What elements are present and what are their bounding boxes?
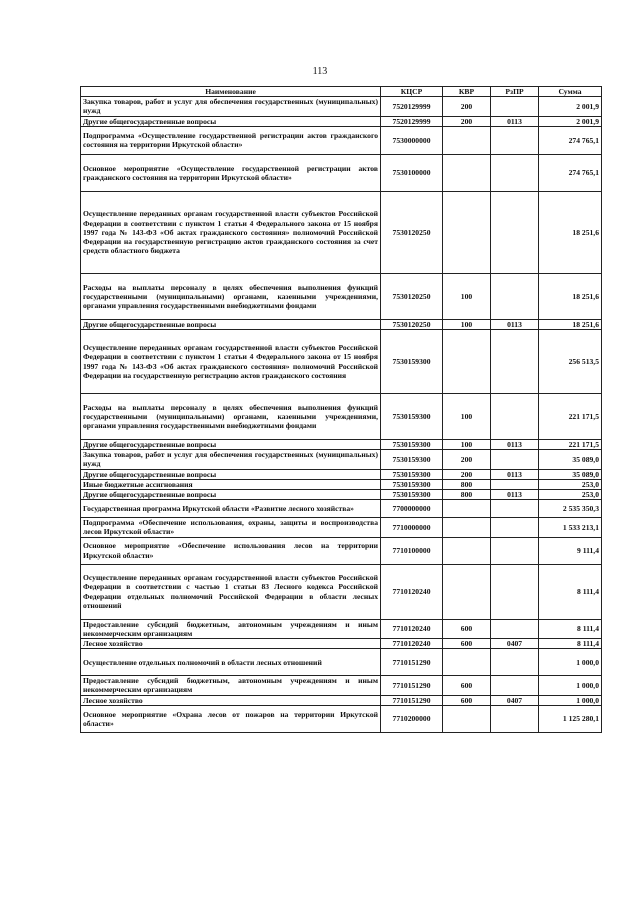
cell-sum: 18 251,6	[539, 191, 602, 273]
table-row	[81, 564, 602, 619]
cell-rzpr: 0113	[491, 116, 539, 126]
cell-name: Осуществление переданных органам государственной власти субъектов Российской Федерации в соответствии с частью 1 статьи 83 Лесного кодекса Российской Федерации отдельных полномочий Российской Федерации в области лесных отношений	[81, 564, 381, 619]
cell-kcsr: 7710100000	[381, 537, 443, 564]
cell-kcsr: 7520129999	[381, 97, 443, 116]
cell-rzpr	[491, 619, 539, 638]
cell-name: Другие общегосударственные вопросы	[81, 440, 381, 450]
cell-name: Другие общегосударственные вопросы	[81, 116, 381, 126]
cell-kvr: 600	[443, 619, 491, 638]
table-row	[81, 500, 602, 518]
cell-kvr	[443, 649, 491, 676]
cell-name: Закупка товаров, работ и услуг для обеспечения государственных (муниципальных) нужд	[81, 97, 381, 116]
cell-kcsr: 7710000000	[381, 518, 443, 537]
cell-kcsr: 7530000000	[381, 126, 443, 154]
cell-sum: 35 089,0	[539, 450, 602, 469]
cell-sum: 8 111,4	[539, 639, 602, 649]
cell-rzpr	[491, 330, 539, 394]
cell-kcsr: 7530100000	[381, 154, 443, 191]
cell-name: Предоставление субсидий бюджетным, автономным учреждениям и иным некоммерческим организациям	[81, 676, 381, 695]
cell-name: Другие общегосударственные вопросы	[81, 490, 381, 500]
cell-kvr	[443, 126, 491, 154]
cell-name: Иные бюджетные ассигнования	[81, 479, 381, 489]
table-row	[81, 619, 602, 638]
cell-kvr: 800	[443, 479, 491, 489]
table-row	[81, 116, 602, 126]
cell-rzpr: 0113	[491, 440, 539, 450]
table-row	[81, 649, 602, 676]
table-body	[81, 97, 602, 733]
cell-kcsr: 7530159300	[381, 479, 443, 489]
cell-sum: 274 765,1	[539, 154, 602, 191]
cell-rzpr: 0113	[491, 469, 539, 479]
table-row	[81, 490, 602, 500]
table-row	[81, 330, 602, 394]
cell-rzpr: 0113	[491, 490, 539, 500]
cell-sum: 1 000,0	[539, 676, 602, 695]
cell-sum: 9 111,4	[539, 537, 602, 564]
table-row	[81, 705, 602, 732]
header-kvr: КВР	[443, 87, 491, 97]
cell-rzpr	[491, 394, 539, 440]
cell-kcsr: 7710151290	[381, 676, 443, 695]
cell-kvr	[443, 154, 491, 191]
cell-kcsr: 7700000000	[381, 500, 443, 518]
cell-kvr: 600	[443, 695, 491, 705]
cell-rzpr	[491, 97, 539, 116]
cell-name: Основное мероприятие «Охрана лесов от пожаров на территории Иркутской области»	[81, 705, 381, 732]
cell-rzpr	[491, 564, 539, 619]
cell-sum: 253,0	[539, 490, 602, 500]
cell-kcsr: 7710151290	[381, 649, 443, 676]
table-row	[81, 440, 602, 450]
cell-name: Предоставление субсидий бюджетным, автономным учреждениям и иным некоммерческим организациям	[81, 619, 381, 638]
header-kcsr: КЦСР	[381, 87, 443, 97]
cell-rzpr	[491, 479, 539, 489]
cell-kvr: 800	[443, 490, 491, 500]
cell-sum: 221 171,5	[539, 394, 602, 440]
cell-name: Осуществление переданных органам государственной власти субъектов Российской Федерации в соответствии с пунктом 1 статьи 4 Федерального закона от 15 ноября 1997 года № 143-ФЗ «Об актах гражданского состояния» полномочий Российской Федерации на государственную регистрацию актов гражданского состояния за счет средств областного бюджета	[81, 191, 381, 273]
cell-kcsr: 7530120250	[381, 273, 443, 319]
cell-kcsr: 7530159300	[381, 469, 443, 479]
cell-kcsr: 7530159300	[381, 330, 443, 394]
cell-name: Основное мероприятие «Обеспечение использования лесов на территории Иркутской области»	[81, 537, 381, 564]
table-row	[81, 469, 602, 479]
cell-name: Подпрограмма «Обеспечение использования, охраны, защиты и воспроизводства лесов Иркутской области»	[81, 518, 381, 537]
cell-sum: 253,0	[539, 479, 602, 489]
cell-rzpr	[491, 126, 539, 154]
cell-kvr	[443, 537, 491, 564]
table-row	[81, 97, 602, 116]
table-row	[81, 394, 602, 440]
cell-kcsr: 7530159300	[381, 440, 443, 450]
cell-rzpr: 0113	[491, 319, 539, 329]
cell-sum: 8 111,4	[539, 619, 602, 638]
cell-sum: 2 535 350,3	[539, 500, 602, 518]
cell-rzpr: 0407	[491, 639, 539, 649]
page-number: 113	[312, 66, 328, 77]
cell-name: Закупка товаров, работ и услуг для обеспечения государственных (муниципальных) нужд	[81, 450, 381, 469]
cell-kvr: 200	[443, 116, 491, 126]
cell-kcsr: 7530159300	[381, 394, 443, 440]
cell-rzpr	[491, 705, 539, 732]
table-row	[81, 273, 602, 319]
cell-sum: 256 513,5	[539, 330, 602, 394]
cell-sum: 1 125 280,1	[539, 705, 602, 732]
cell-kvr	[443, 564, 491, 619]
cell-name: Другие общегосударственные вопросы	[81, 319, 381, 329]
cell-kcsr: 7710120240	[381, 564, 443, 619]
header-rzpr: РзПР	[491, 87, 539, 97]
cell-kvr: 200	[443, 469, 491, 479]
cell-kvr	[443, 330, 491, 394]
cell-rzpr: 0407	[491, 695, 539, 705]
table-row	[81, 319, 602, 329]
cell-name: Основное мероприятие «Осуществление государственной регистрации актов гражданского состояния на территории Иркутской области»	[81, 154, 381, 191]
cell-name: Расходы на выплаты персоналу в целях обеспечения выполнения функций государственными (муниципальными) органами, казенными учреждениями, органами управления государственными внебюджетными фондами	[81, 394, 381, 440]
cell-name: Подпрограмма «Осуществление государственной регистрации актов гражданского состояния на территории Иркутской области»	[81, 126, 381, 154]
table-row	[81, 479, 602, 489]
cell-sum: 1 000,0	[539, 695, 602, 705]
cell-kvr	[443, 191, 491, 273]
cell-kvr: 100	[443, 440, 491, 450]
cell-name: Государственная программа Иркутской области «Развитие лесного хозяйства»	[81, 500, 381, 518]
cell-sum: 18 251,6	[539, 319, 602, 329]
cell-rzpr	[491, 537, 539, 564]
cell-kcsr: 7530159300	[381, 450, 443, 469]
cell-rzpr	[491, 500, 539, 518]
cell-sum: 2 001,9	[539, 116, 602, 126]
cell-sum: 274 765,1	[539, 126, 602, 154]
table-row	[81, 154, 602, 191]
cell-sum: 221 171,5	[539, 440, 602, 450]
cell-rzpr	[491, 676, 539, 695]
cell-kvr	[443, 500, 491, 518]
budget-table	[80, 86, 602, 733]
cell-name: Осуществление отдельных полномочий в области лесных отношений	[81, 649, 381, 676]
cell-rzpr	[491, 154, 539, 191]
cell-name: Осуществление переданных органам государственной власти субъектов Российской Федерации в соответствии с пунктом 1 статьи 4 Федерального закона от 15 ноября 1997 года № 143-ФЗ «Об актах гражданского состояния» полномочий Российской Федерации на государственную регистрацию актов гражданского состояния	[81, 330, 381, 394]
cell-kvr: 200	[443, 97, 491, 116]
table-row	[81, 126, 602, 154]
table-header-row	[81, 87, 602, 97]
cell-kcsr: 7710200000	[381, 705, 443, 732]
cell-kcsr: 7520129999	[381, 116, 443, 126]
cell-kvr: 600	[443, 639, 491, 649]
cell-kcsr: 7530120250	[381, 191, 443, 273]
cell-sum: 35 089,0	[539, 469, 602, 479]
cell-kvr	[443, 518, 491, 537]
cell-kcsr: 7710151290	[381, 695, 443, 705]
cell-name: Лесное хозяйство	[81, 695, 381, 705]
table-row	[81, 695, 602, 705]
header-sum: Сумма	[539, 87, 602, 97]
cell-kvr: 100	[443, 394, 491, 440]
cell-sum: 2 001,9	[539, 97, 602, 116]
cell-kvr: 100	[443, 273, 491, 319]
cell-sum: 18 251,6	[539, 273, 602, 319]
table-row	[81, 676, 602, 695]
cell-kvr: 200	[443, 450, 491, 469]
cell-kvr: 600	[443, 676, 491, 695]
cell-name: Другие общегосударственные вопросы	[81, 469, 381, 479]
header-name: Наименование	[81, 87, 381, 97]
cell-sum: 1 000,0	[539, 649, 602, 676]
cell-name: Расходы на выплаты персоналу в целях обеспечения выполнения функций государственными (муниципальными) органами, казенными учреждениями, органами управления государственными внебюджетными фондами	[81, 273, 381, 319]
cell-kcsr: 7710120240	[381, 639, 443, 649]
table-row	[81, 639, 602, 649]
cell-kvr	[443, 705, 491, 732]
cell-rzpr	[491, 450, 539, 469]
cell-rzpr	[491, 191, 539, 273]
cell-kcsr: 7530120250	[381, 319, 443, 329]
cell-kcsr: 7530159300	[381, 490, 443, 500]
cell-sum: 8 111,4	[539, 564, 602, 619]
cell-kvr: 100	[443, 319, 491, 329]
cell-kcsr: 7710120240	[381, 619, 443, 638]
table-row	[81, 518, 602, 537]
table-row	[81, 537, 602, 564]
cell-rzpr	[491, 273, 539, 319]
cell-rzpr	[491, 649, 539, 676]
table-row	[81, 450, 602, 469]
cell-rzpr	[491, 518, 539, 537]
cell-name: Лесное хозяйство	[81, 639, 381, 649]
table-row	[81, 191, 602, 273]
cell-sum: 1 533 213,1	[539, 518, 602, 537]
